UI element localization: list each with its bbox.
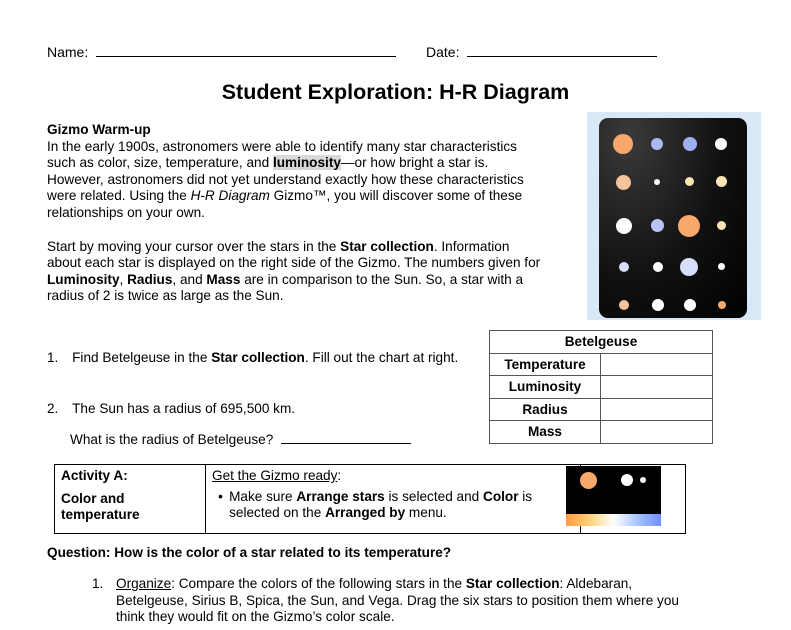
term: Mass [206, 271, 241, 287]
star [651, 138, 663, 150]
star [613, 134, 633, 154]
term: Radius [127, 271, 173, 287]
bullet-item [212, 489, 574, 521]
star [619, 262, 629, 272]
betelgeuse-table [489, 330, 713, 444]
star [640, 477, 646, 483]
warmup-paragraph-2 [47, 239, 547, 305]
question-heading: Question: How is the color of a star related to its temperature? [47, 545, 452, 560]
star [616, 175, 631, 190]
term: Arranged by [325, 505, 406, 520]
star [683, 137, 697, 151]
activity-instructions-cell [206, 465, 581, 534]
text: The Sun has a radius of 695,500 km. [72, 401, 296, 416]
star [717, 221, 726, 230]
term: Color [483, 489, 519, 504]
question-number: 2. [47, 401, 59, 416]
date-field[interactable] [467, 56, 657, 57]
text: Make sure [229, 489, 297, 504]
color-scale-image [566, 466, 661, 526]
text: . Information about each star is displayed on the right side of the Gizmo. The numbers given for [47, 238, 541, 271]
question-2 [47, 401, 295, 416]
warmup-heading: Gizmo Warm-up [47, 122, 151, 137]
luminosity-term: luminosity [272, 155, 341, 171]
term: Arrange stars [296, 489, 385, 504]
row-label: Mass [490, 421, 601, 444]
question-2-sub [70, 432, 411, 447]
text: Gizmo™, you will discover some of these relationships on your own. [47, 188, 523, 220]
organize-label: Organize [116, 576, 172, 591]
text: In the early 1900s, astronomers were able to identify many star characteristics such as color, size, temperature, and [47, 138, 517, 171]
page-title: Student Exploration: H-R Diagram [221, 80, 570, 104]
warmup-section [47, 122, 547, 305]
text: , and [172, 271, 207, 287]
star [652, 299, 664, 311]
star-collection-image [587, 112, 761, 320]
star [684, 299, 696, 311]
get-ready-line [212, 468, 574, 483]
row-label: Radius [490, 398, 601, 421]
name-label: Name: [47, 44, 89, 60]
star [580, 472, 597, 489]
text: : Compare the colors of the following stars in the [171, 576, 466, 591]
bullet-icon: • [218, 489, 223, 504]
header-row [47, 44, 657, 60]
radius-cell[interactable] [601, 398, 713, 421]
term: Star collection [465, 576, 560, 591]
luminosity-cell[interactable] [601, 376, 713, 399]
star [654, 179, 660, 185]
text: Find Betelgeuse in the [72, 350, 212, 365]
date-label: Date: [426, 44, 460, 60]
text: . Fill out the chart at right. [304, 350, 459, 365]
star [718, 263, 725, 270]
item-number: 1. [92, 576, 104, 591]
star [715, 138, 727, 150]
text: What is the radius of Betelgeuse? [70, 432, 274, 447]
activity-label: Activity A: [61, 468, 128, 483]
text: menu. [405, 505, 447, 520]
table-title: Betelgeuse [490, 331, 713, 354]
text: is selected on the [229, 489, 533, 520]
temperature-cell[interactable] [601, 353, 713, 376]
star [678, 215, 700, 237]
star [685, 177, 694, 186]
text: : [337, 468, 342, 483]
question-number: 1. [47, 350, 59, 365]
radius-answer-field[interactable] [281, 443, 411, 444]
term: Star collection [211, 350, 305, 365]
gizmo-name: H-R Diagram [190, 188, 270, 204]
star [718, 301, 726, 309]
text: : Aldebaran, Betelgeuse, Sirius B, Spica, the Sun, and Vega. Drag the six stars to position them where you think they would fit on the Gizmo’s color scale. [116, 576, 679, 625]
organize-text [116, 576, 692, 626]
question-1 [47, 350, 458, 365]
text: is selected and [384, 489, 483, 504]
star [616, 218, 632, 234]
row-label: Temperature [490, 353, 601, 376]
text: , [119, 271, 128, 287]
star [716, 176, 727, 187]
star [653, 262, 663, 272]
bullet-text [229, 489, 574, 521]
term: Star collection [340, 238, 434, 254]
star [651, 219, 664, 232]
text: are in comparison to the Sun. So, a star with a radius of 2 is twice as large as the Sun. [47, 271, 524, 304]
name-field[interactable] [96, 56, 396, 57]
organize-item [92, 576, 692, 626]
temperature-gradient-bar [566, 514, 661, 526]
row-label: Luminosity [490, 376, 601, 399]
text: Start by moving your cursor over the stars in the [47, 238, 341, 254]
star-panel [599, 118, 747, 318]
star [680, 258, 698, 276]
star [621, 474, 633, 486]
term: Luminosity [47, 271, 120, 287]
star [619, 300, 629, 310]
activity-label-cell [55, 465, 206, 534]
warmup-paragraph-1 [47, 139, 547, 222]
text: —or how bright a star is. However, astronomers did not yet understand exactly how these characteristics were related. Using the [47, 155, 524, 204]
get-ready-label: Get the Gizmo ready [212, 468, 338, 483]
mass-cell[interactable] [601, 421, 713, 444]
activity-topic: Color and temperature [61, 491, 140, 522]
